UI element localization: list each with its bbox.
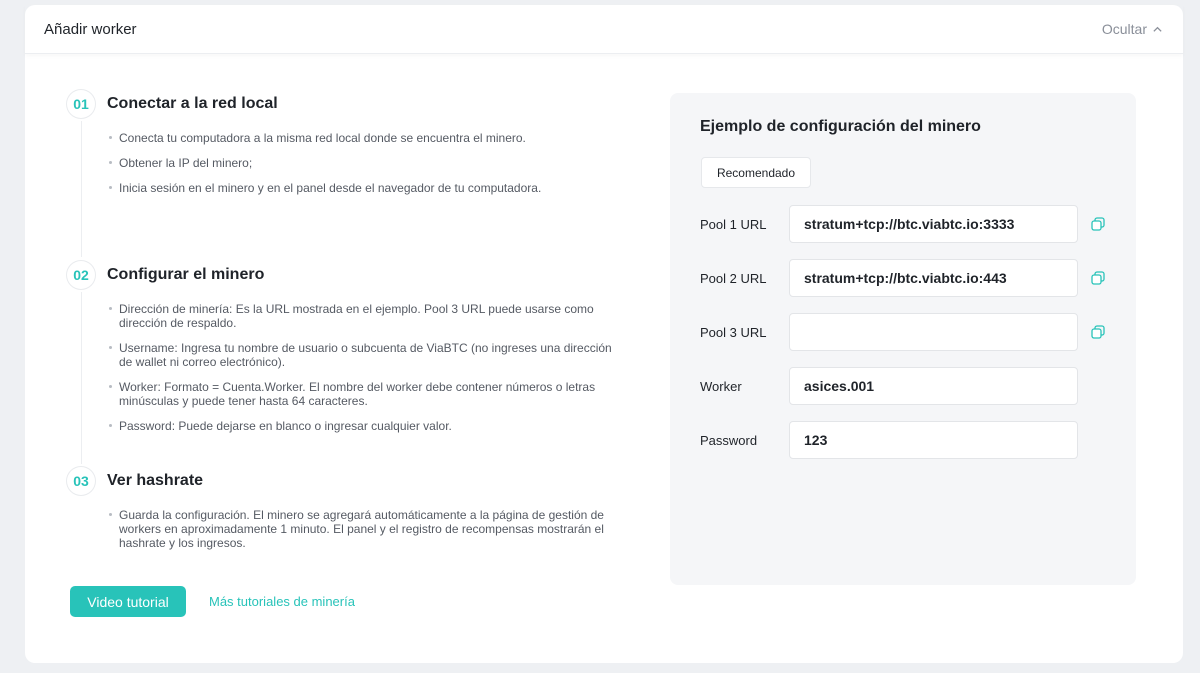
pool2-url-field[interactable]: stratum+tcp://btc.viabtc.io:443: [789, 259, 1078, 297]
config-row-pool2: [700, 259, 1105, 297]
step-bullets: [67, 131, 627, 195]
step-title: Conectar a la red local: [107, 95, 278, 112]
pool1-url-field[interactable]: stratum+tcp://btc.viabtc.io:3333: [789, 205, 1078, 243]
step-title: Ver hashrate: [107, 472, 204, 489]
step-bullets: [67, 302, 627, 433]
step-number: 01: [67, 90, 95, 118]
field-label: Pool 1 URL: [700, 216, 767, 232]
pool3-url-field[interactable]: [789, 313, 1078, 351]
hide-toggle[interactable]: [1102, 21, 1163, 37]
step-2: [67, 258, 627, 444]
step-connector: [81, 121, 82, 257]
step-bullets: [67, 508, 627, 550]
field-label: Worker: [700, 378, 742, 394]
step-number: 03: [67, 467, 95, 495]
worker-field[interactable]: asices.001: [789, 367, 1078, 405]
step-1: [67, 87, 627, 206]
copy-icon[interactable]: [1091, 217, 1105, 231]
config-row-worker: [700, 367, 1078, 405]
field-label: Pool 2 URL: [700, 270, 767, 286]
card-header: [25, 5, 1183, 54]
password-field[interactable]: 123: [789, 421, 1078, 459]
config-row-password: [700, 421, 1078, 459]
step-title: Configurar el minero: [107, 266, 265, 283]
step-number: 02: [67, 261, 95, 289]
field-label: Password: [700, 432, 758, 448]
config-row-pool3: [700, 313, 1105, 351]
step-bullet: Conecta tu computadora a la misma red local donde se encuentra el minero.: [119, 131, 627, 145]
step-bullet: Inicia sesión en el minero y en el panel desde el navegador de tu computadora.: [119, 181, 627, 195]
chevron-up-icon: [1152, 24, 1163, 35]
step-bullet: Dirección de minería: Es la URL mostrada en el ejemplo. Pool 3 URL puede usarse como dirección de respaldo.: [119, 302, 627, 330]
step-connector: [81, 292, 82, 464]
config-example-panel: [670, 93, 1136, 585]
hide-toggle-label: Ocultar: [1101, 21, 1147, 37]
step-bullet: Password: Puede dejarse en blanco o ingresar cualquier valor.: [119, 419, 627, 433]
copy-icon[interactable]: [1091, 271, 1105, 285]
more-tutorials-link[interactable]: Más tutoriales de minería: [209, 594, 355, 609]
panel-title: Ejemplo de configuración del minero: [700, 118, 981, 135]
tutorial-actions: [70, 586, 355, 617]
card-title: Añadir worker: [44, 20, 137, 38]
video-tutorial-button[interactable]: Video tutorial: [70, 586, 186, 617]
field-label: Pool 3 URL: [700, 324, 767, 340]
step-bullet: Username: Ingresa tu nombre de usuario o subcuenta de ViaBTC (no ingreses una dirección de wallet ni correo electrónico).: [119, 341, 627, 369]
config-row-pool1: [700, 205, 1105, 243]
add-worker-card: [25, 5, 1183, 663]
copy-icon[interactable]: [1091, 325, 1105, 339]
tab-recommended[interactable]: Recomendado: [701, 157, 811, 188]
step-3: [67, 464, 627, 561]
step-bullet: Guarda la configuración. El minero se agregará automáticamente a la página de gestión de workers en aproximadamente 1 minuto. El panel y el registro de recompensas mostrarán el hashrate y los ingresos.: [119, 508, 627, 550]
step-bullet: Worker: Formato = Cuenta.Worker. El nombre del worker debe contener números o letras minúsculas y puede tener hasta 64 caracteres.: [119, 380, 627, 408]
step-bullet: Obtener la IP del minero;: [119, 156, 627, 170]
